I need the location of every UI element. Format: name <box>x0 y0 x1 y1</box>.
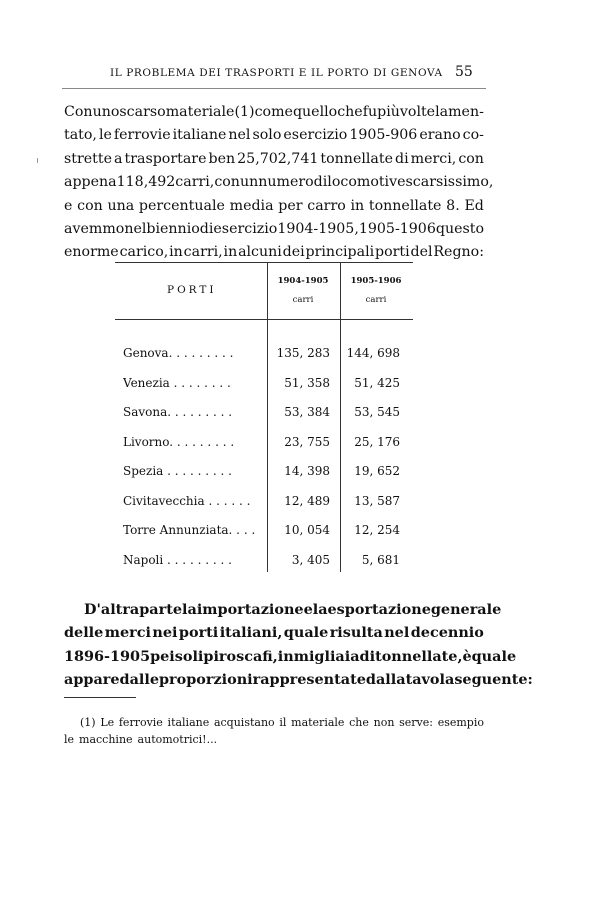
word: in <box>350 197 365 214</box>
port-name: Civitavecchia . . . . . . <box>123 493 251 508</box>
word: questo <box>435 221 484 238</box>
word: delle <box>64 624 104 642</box>
word: alcuni <box>238 244 282 261</box>
word: ferrovie <box>118 716 163 729</box>
word: locomotive <box>327 174 406 191</box>
word: serve: <box>399 716 433 729</box>
word: una <box>107 197 135 214</box>
word: numero <box>258 174 314 191</box>
word: e <box>303 601 313 618</box>
text-line <box>64 148 484 171</box>
footnote <box>64 715 484 748</box>
word: esportazione <box>327 601 431 618</box>
value-1905-1906: 5, 681 <box>361 552 400 567</box>
port-name: Torre Annunziata. . . . <box>123 523 256 537</box>
word: automotrici!... <box>137 732 218 746</box>
port-name: Spezia . . . . . . . . . <box>123 464 232 478</box>
word: parte <box>139 601 183 618</box>
word: Regno: <box>433 244 484 261</box>
word: come <box>254 104 293 120</box>
word: carro <box>307 197 346 214</box>
word: in <box>223 244 238 261</box>
word: è <box>462 647 472 665</box>
word: porti <box>375 244 410 261</box>
word: tonnellate, <box>375 647 463 665</box>
word: esercizio <box>213 221 278 238</box>
word: percentuale <box>138 197 225 214</box>
value-1905-1906: 53, 545 <box>354 405 400 419</box>
word: co- <box>462 127 484 144</box>
word: pei <box>150 647 175 665</box>
word: lamen- <box>435 104 484 120</box>
value-1904-1905: 14, 398 <box>284 464 330 478</box>
word: di <box>199 221 214 238</box>
word: di <box>313 174 328 191</box>
word: rappresentate <box>252 671 366 689</box>
table-row <box>115 376 413 400</box>
word: quale <box>283 624 329 642</box>
word: tonnellate <box>368 197 442 214</box>
text-line <box>64 621 484 644</box>
word: le <box>98 127 112 144</box>
word: proporzioni <box>159 671 253 689</box>
paragraph-1 <box>64 101 494 265</box>
word: erano <box>419 127 461 144</box>
word: esercizio <box>283 127 348 144</box>
word: 1896-1905 <box>64 647 151 665</box>
table-header-col1: 1904-1905 <box>277 276 329 286</box>
word: italiani, <box>219 624 283 642</box>
word: materiale <box>165 104 235 120</box>
word: per <box>278 197 303 214</box>
word: del <box>410 244 433 261</box>
word: trasportare <box>124 150 207 167</box>
value-1905-1906: 19, 652 <box>354 464 400 478</box>
word: merci, <box>410 150 457 167</box>
word: a <box>114 150 123 167</box>
word: con <box>458 150 484 167</box>
word: Con <box>64 104 93 120</box>
value-1905-1906: 13, 587 <box>354 493 400 508</box>
word: (1) <box>234 104 255 120</box>
word: carico, <box>119 244 169 261</box>
word: quale <box>471 647 517 665</box>
table-header-col2-unit: carri <box>365 295 387 305</box>
word: 25,702,741 <box>237 150 319 167</box>
word: esempio <box>437 716 484 729</box>
word: in <box>169 244 183 261</box>
word: uno <box>92 104 120 120</box>
word: migliaia <box>293 647 360 665</box>
word: 1905-1906 <box>358 221 436 238</box>
word: che <box>337 104 363 120</box>
word: principali <box>305 244 375 261</box>
table-row <box>115 405 413 429</box>
value-1905-1906: 12, 254 <box>354 523 400 537</box>
word: dalle <box>119 671 159 689</box>
word: appare <box>64 671 120 689</box>
word: dalla <box>365 671 406 689</box>
word: italiane <box>172 127 227 144</box>
port-name: Genova. . . . . . . . . <box>123 346 234 360</box>
text-line <box>64 645 517 668</box>
paragraph-2 <box>64 598 533 692</box>
word: con <box>77 197 103 214</box>
word: risulta <box>329 624 383 642</box>
value-1904-1905: 135, 283 <box>276 346 330 360</box>
word: ferrovie <box>113 127 171 144</box>
word: di <box>395 150 409 167</box>
table-row <box>115 435 413 459</box>
table-row <box>115 523 413 547</box>
text-line <box>64 218 484 241</box>
word: di <box>359 647 376 665</box>
text-line <box>64 171 494 194</box>
word: Ed <box>464 197 484 214</box>
word: italiane <box>167 716 210 729</box>
table-row <box>115 346 413 370</box>
page-number: 55 <box>455 64 473 80</box>
word: quello <box>292 104 338 120</box>
value-1904-1905: 10, 054 <box>284 523 330 537</box>
footnote-rule <box>64 697 136 698</box>
word: dei <box>282 244 305 261</box>
word: decennio <box>410 624 484 642</box>
word: in <box>277 647 294 665</box>
word: nel <box>384 624 410 642</box>
table-header-col1-unit: carri <box>292 295 314 305</box>
word: che <box>349 716 369 729</box>
word: e <box>64 197 73 214</box>
word: tavola <box>405 671 455 689</box>
word: il <box>279 716 287 729</box>
table-header-rule <box>115 319 413 320</box>
word: un <box>239 174 259 191</box>
value-1904-1905: 12, 489 <box>284 493 330 508</box>
word: scarsissimo, <box>405 174 494 191</box>
word: 1904-1905, <box>277 221 359 238</box>
word: appena <box>64 174 117 191</box>
word: materiale <box>291 716 345 729</box>
word: la <box>182 601 197 618</box>
word: macchine <box>79 732 133 746</box>
word: tato, <box>64 127 97 144</box>
word: (1) <box>80 716 96 729</box>
table-top-rule <box>115 262 413 263</box>
margin-mark <box>37 158 38 163</box>
word: con <box>214 174 240 191</box>
word: fu <box>362 104 378 120</box>
word: avemmo <box>64 221 125 238</box>
text-line <box>64 195 484 218</box>
word: biennio <box>146 221 200 238</box>
value-1904-1905: 51, 358 <box>284 375 330 390</box>
word: scarso <box>119 104 166 120</box>
value-1905-1906: 144, 698 <box>346 346 400 360</box>
word: solo <box>252 127 282 144</box>
table-row <box>115 553 413 577</box>
word: carri, <box>183 244 223 261</box>
value-1904-1905: 23, 755 <box>284 434 330 449</box>
text-line <box>64 124 484 147</box>
port-name: Napoli . . . . . . . . . <box>123 552 232 567</box>
word: generale <box>430 601 502 618</box>
word: nel <box>228 127 251 144</box>
text-line <box>64 668 533 691</box>
word: merci <box>104 624 151 642</box>
word: strette <box>64 150 112 167</box>
value-1904-1905: 53, 384 <box>284 405 330 419</box>
table-header-col2: 1905-1906 <box>350 276 402 286</box>
word: piroscafi, <box>203 647 278 665</box>
port-name: Venezia . . . . . . . . <box>123 375 231 390</box>
word: più <box>377 104 400 120</box>
text-line <box>64 732 484 749</box>
value-1905-1906: 51, 425 <box>354 375 400 390</box>
word: nei <box>152 624 178 642</box>
word: 8. <box>446 197 460 214</box>
word: media <box>229 197 274 214</box>
word: soli <box>174 647 204 665</box>
word: volte <box>399 104 436 120</box>
running-header: IL PROBLEMA DEI TRASPORTI E IL PORTO DI GENOVA <box>110 67 443 79</box>
word: non <box>373 716 395 729</box>
word: enorme <box>64 244 119 261</box>
word: nel <box>124 221 147 238</box>
word: acquistano <box>213 716 275 729</box>
word: le <box>64 732 75 746</box>
word: seguente: <box>454 671 533 689</box>
text-line <box>64 101 484 124</box>
word: Le <box>100 716 115 729</box>
header-rule <box>62 88 486 89</box>
word: tonnellate <box>320 150 393 167</box>
port-name: Savona. . . . . . . . . <box>123 405 233 419</box>
table-header-ports: PORTI <box>167 284 217 296</box>
word: la <box>312 601 328 618</box>
value-1905-1906: 25, 176 <box>354 434 400 449</box>
ports-table <box>115 262 413 572</box>
word: importazione <box>196 601 304 618</box>
value-1904-1905: 3, 405 <box>291 552 330 567</box>
text-line <box>64 598 502 621</box>
table-row <box>115 464 413 488</box>
word: carri, <box>175 174 215 191</box>
word: D'altra <box>84 601 140 618</box>
word: ben <box>208 150 236 167</box>
word: porti <box>178 624 219 642</box>
word: 118,492 <box>116 174 176 191</box>
table-row <box>115 494 413 518</box>
text-line <box>64 715 484 732</box>
port-name: Livorno. . . . . . . . . <box>123 434 235 449</box>
word: 1905-906 <box>349 127 418 144</box>
